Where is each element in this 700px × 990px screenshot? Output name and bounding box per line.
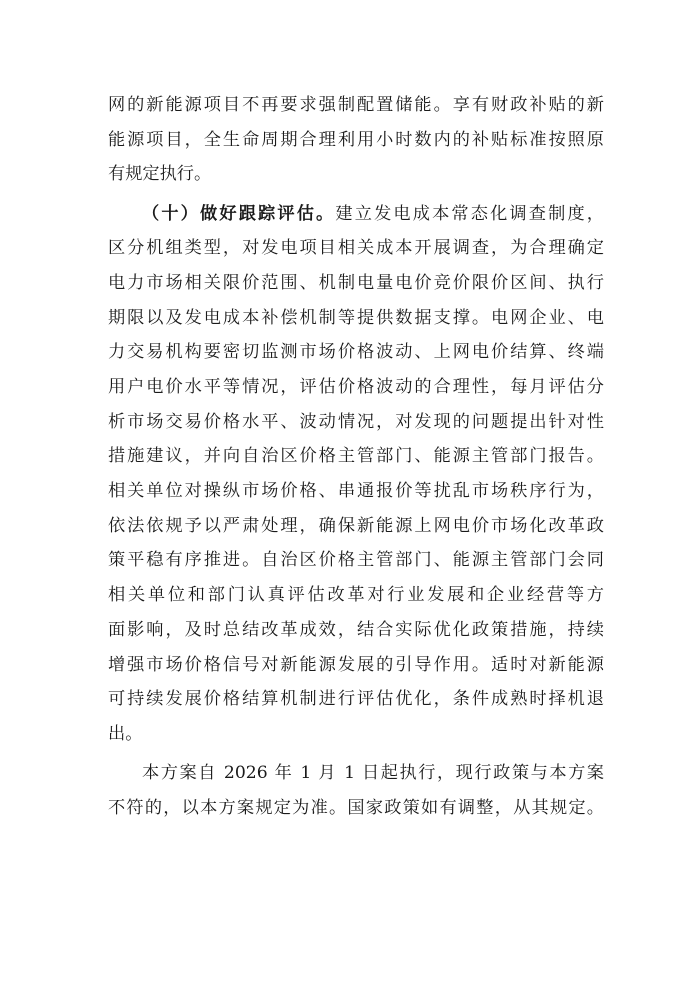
paragraph-line: 措施建议，并向自治区价格主管部门、能源主管部门报告。	[108, 446, 604, 467]
paragraph-line: 相关单位和部门认真评估改革对行业发展和企业经营等方	[108, 585, 604, 606]
paragraph-line: 电力市场相关限价范围、机制电量电价竞价限价区间、执行	[108, 272, 604, 293]
section-heading-line	[108, 197, 604, 232]
paragraph-line: 力交易机构要密切监测市场价格波动、上网电价结算、终端	[108, 342, 604, 363]
paragraph-line: 用户电价水平等情况，评估价格波动的合理性，每月评估分	[108, 377, 604, 397]
document-body	[108, 88, 604, 825]
paragraph-line: 策平稳有序推进。自治区价格主管部门、能源主管部门会同	[108, 550, 604, 571]
paragraph-line: 本方案自 2026 年 1 月 1 日起执行，现行政策与本方案	[142, 763, 604, 784]
paragraph-line: 有规定执行。	[108, 164, 212, 185]
paragraph-line: 能源项目，全生命周期合理利用小时数内的补贴标准按照原	[108, 129, 604, 150]
paragraph-line: 可持续发展价格结算机制进行评估优化，条件成熟时择机退	[108, 689, 604, 710]
paragraph-line: 网的新能源项目不再要求强制配置储能。享有财政补贴的新	[108, 95, 604, 115]
paragraph-line: 相关单位对操纵市场价格、串通报价等扰乱市场秩序行为，	[108, 481, 604, 502]
section-heading: （十）做好跟踪评估。	[142, 203, 336, 224]
paragraph-line: 区分机组类型，对发电项目相关成本开展调查，为合理确定	[108, 238, 604, 259]
paragraph-line: 期限以及发电成本补偿机制等提供数据支撑。电网企业、电	[108, 307, 604, 328]
paragraph-line: 出。	[108, 723, 143, 744]
section-heading-continuation: 建立发电成本常态化调查制度，	[335, 203, 604, 224]
paragraph-line: 依法依规予以严肃处理，确保新能源上网电价市场化改革政	[108, 515, 604, 536]
paragraph-line: 不符的，以本方案规定为准。国家政策如有调整，从其规定。	[108, 797, 604, 818]
paragraph-line: 面影响，及时总结改革成效，结合实际优化政策措施，持续	[108, 619, 604, 640]
paragraph-line: 析市场交易价格水平、波动情况，对发现的问题提出针对性	[108, 411, 604, 432]
paragraph-line: 增强市场价格信号对新能源发展的引导作用。适时对新能源	[108, 654, 604, 675]
